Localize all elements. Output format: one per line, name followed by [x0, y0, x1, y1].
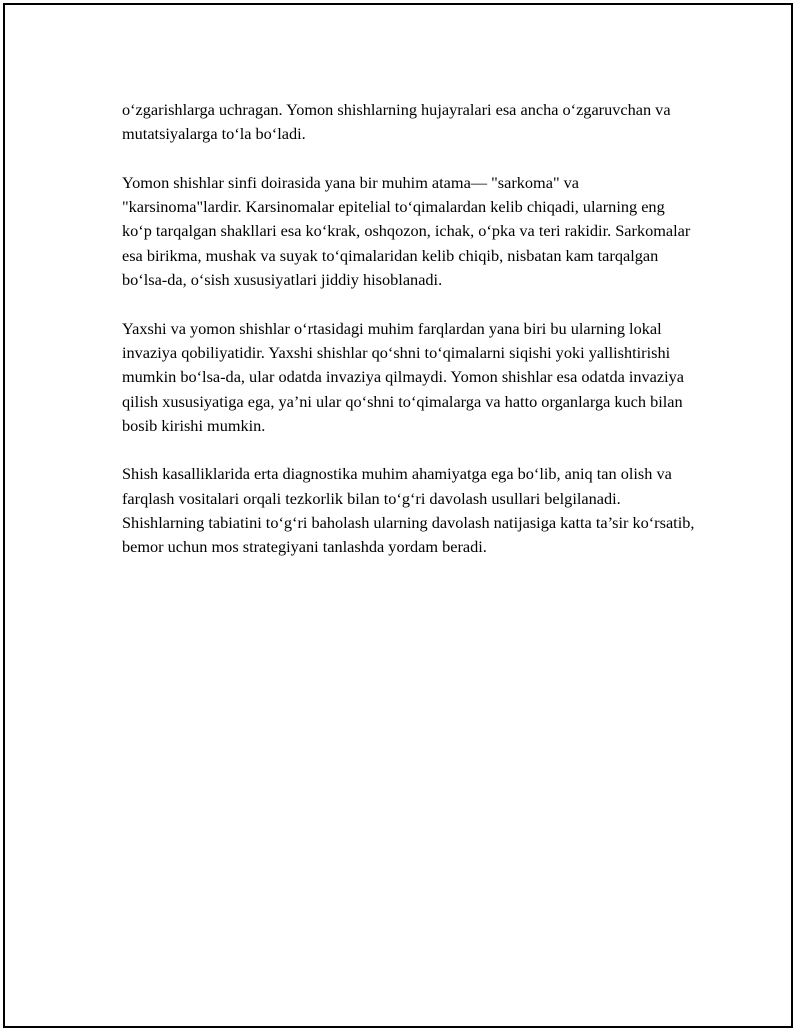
paragraph-4: Shish kasalliklarida erta diagnostika muhim ahamiyatga ega bo‘lib, aniq tan olish va farqlash vositalari orqali tezkorlik bilan to‘g‘ri davolash usullari belgilanadi. Shishlarning tabiatini to‘g‘ri baholash ularning davolash natijasiga katta ta’sir ko‘rsatib, bemor uchun mos strategiyani tanlashda yordam beradi.: [122, 464, 695, 557]
paragraph-2: Yomon shishlar sinfi doirasida yana bir muhim atama— "sarkoma" va "karsinoma"lardir. Karsinomalar epitelial to‘qimalardan kelib chiqadi, ularning eng ko‘p tarqalgan shakllari esa ko‘krak, oshqozon, ichak, o‘pka va teri rakidir. Sarkomalar esa birikma, mushak va suyak to‘qimalaridan kelib chiqib, nisbatan kam tarqalgan bo‘lsa-da, o‘sish xususiyatlari jiddiy hisoblanadi.: [122, 172, 691, 290]
paragraph-3: Yaxshi va yomon shishlar o‘rtasidagi muhim farqlardan yana biri bu ularning lokal invaziya qobiliyatidir. Yaxshi shishlar qo‘shni to‘qimalarni siqishi yoki yallishtirishi mumkin bo‘lsa-da, ular odatda invaziya qilmaydi. Yomon shishlar esa odatda invaziya qilish xususiyatiga ega, ya’ni ular qo‘shni to‘qimalarga va hatto organlarga kuch bilan bosib kirishi mumkin.: [122, 318, 685, 435]
document-page: [3, 3, 793, 1028]
document-body: [122, 98, 697, 584]
paragraph-1: o‘zgarishlarga uchragan. Yomon shishlarning hujayralari esa ancha o‘zgaruvchan va mutatsiyalarga to‘la bo‘ladi.: [122, 100, 671, 144]
